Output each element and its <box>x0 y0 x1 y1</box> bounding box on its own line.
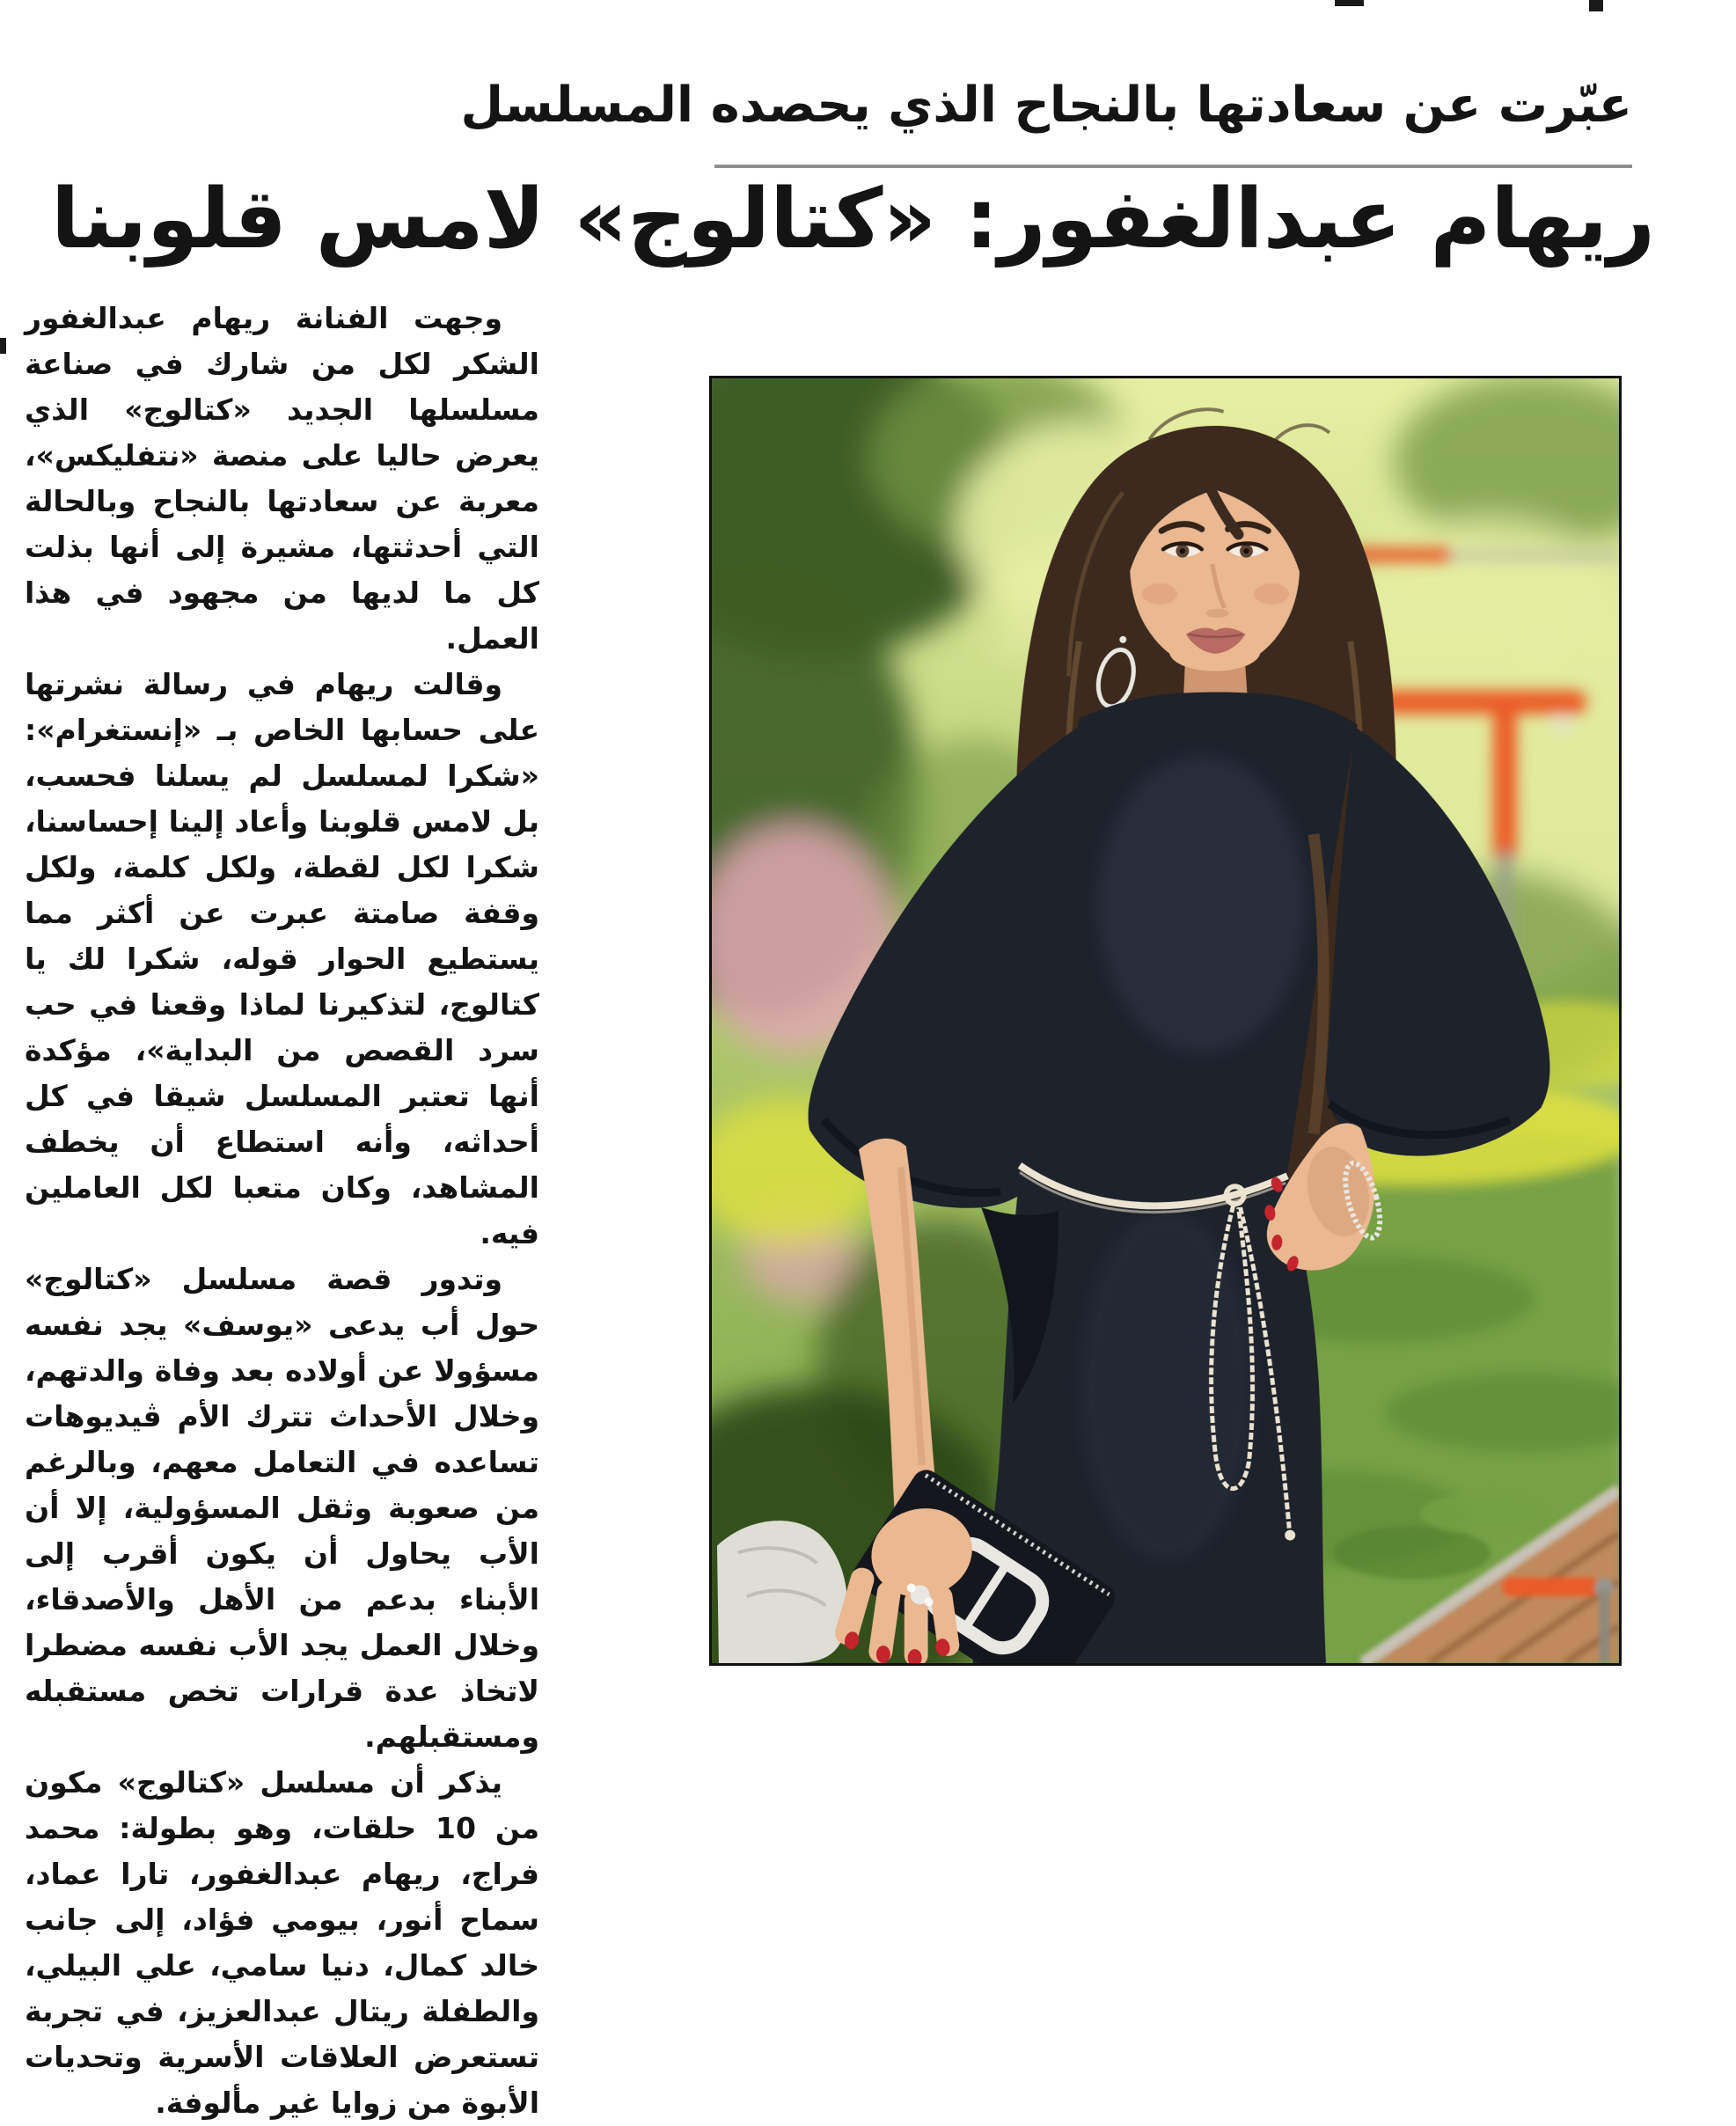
photo-illustration <box>712 378 1619 1663</box>
article-paragraph: وتدور قصة مسلسل «كتالوج» حول أب يدعى «يوسف» يجد نفسه مسؤولا عن أولاده بعد وفاة والدتهم، وخلال الأحداث تترك الأم ڤيديوهات تساعده في التعامل معهم، وبالرغم من صعوبة وثقل المسؤولية، إلا أن الأب يحاول أن يكون أقرب إلى الأبناء بدعم من الأهل والأصدقاء، وخلال العمل يجد الأب نفسه مضطرا لاتخاذ عدة قرارات تخص مستقبله ومستقبلهم. <box>25 1262 539 1754</box>
article-paragraph: يذكر أن مسلسل «كتالوج» مكون من 10 حلقات، وهو بطولة: محمد فراج، ريهام عبدالغفور، تارا عماد، سماح أنور، بيومي فؤاد، إلى جانب خالد كمال، دنيا سامي، علي البيلي، والطفلة ريتال عبدالعزيز، في تجربة تستعرض العلاقات الأسرية وتحديات الأبوة من زوايا غير مألوفة. <box>25 1765 540 2120</box>
kicker-rule <box>714 165 1632 168</box>
article-photo <box>709 376 1622 1666</box>
page-edge-scrap <box>0 338 6 354</box>
kicker-block <box>460 63 1632 168</box>
kicker: عبّرت عن سعادتها بالنجاح الذي يحصده المسلسل <box>460 77 1632 134</box>
page-edge-scrap <box>1335 0 1364 6</box>
page-edge-scrap <box>1589 0 1603 11</box>
page-title: ريهام عبدالغفور: «كتالوج» لامس قلوبنا <box>51 172 1655 268</box>
article-paragraph: وقالت ريهام في رسالة نشرتها على حسابها الخاص بـ «إنستغرام»: «شكرا لمسلسل لم يسلنا فحسب، بل لامس قلوبنا وأعاد إلينا إحساسنا، شكرا لكل لقطة، ولكل كلمة، ولكل وقفة صامتة عبرت عن أكثر مما يستطيع الحوار قوله، شكرا لك يا كتالوج، لتذكيرنا لماذا وقعنا في حب سرد القصص من البداية»، مؤكدة أنها تعتبر المسلسل شيقا في كل أحداثه، وأنه استطاع أن يخطف المشاهد، وكان متعبا لكل العاملين فيه. <box>25 667 539 1250</box>
article-body <box>25 296 539 2126</box>
article-paragraph: وجهت الفنانة ريهام عبدالغفور الشكر لكل من شارك في صناعة مسلسلها الجديد «كتالوج» الذي يعرض حاليا على منصة «نتفليكس»، معربة عن سعادتها بالنجاح وبالحالة التي أحدثتها، مشيرة إلى أنها بذلت كل ما لديها من مجهود في هذا العمل. <box>25 301 539 656</box>
